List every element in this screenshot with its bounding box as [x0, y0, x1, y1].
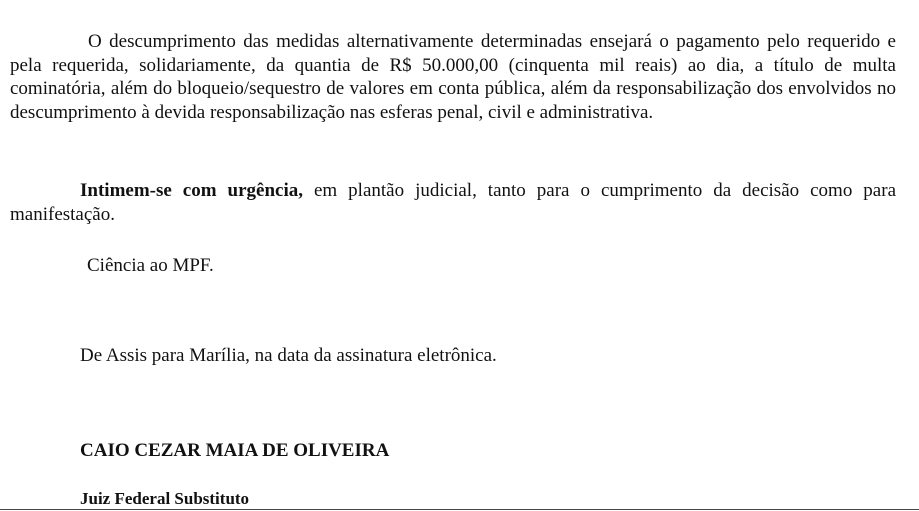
- signer-role: Juiz Federal Substituto: [80, 489, 250, 508]
- summons-emphasis: Intimem-se com urgência,: [80, 180, 303, 201]
- summons-paragraph: [10, 179, 896, 226]
- place-date-line: De Assis para Marília, na data da assinatura eletrônica.: [80, 345, 497, 366]
- page-bottom-border: [0, 509, 919, 510]
- summons-text: em plantão judicial, tanto para o cumprimento da decisão como para manifestação.: [10, 180, 896, 225]
- signer-name: CAIO CEZAR MAIA DE OLIVEIRA: [80, 440, 390, 461]
- mpf-notice: Ciência ao MPF.: [87, 255, 214, 276]
- penalty-paragraph: O descumprimento das medidas alternativamente determinadas ensejará o pagamento pelo requerido e pela requerida, solidariamente, da quantia de R$ 50.000,00 (cinquenta mil reais) ao dia, a título de multa cominatória, além do bloqueio/sequestro de valores em conta pública, além da responsabilização dos envolvidos no descumprimento à devida responsabilização nas esferas penal, civil e administrativa.: [10, 31, 896, 123]
